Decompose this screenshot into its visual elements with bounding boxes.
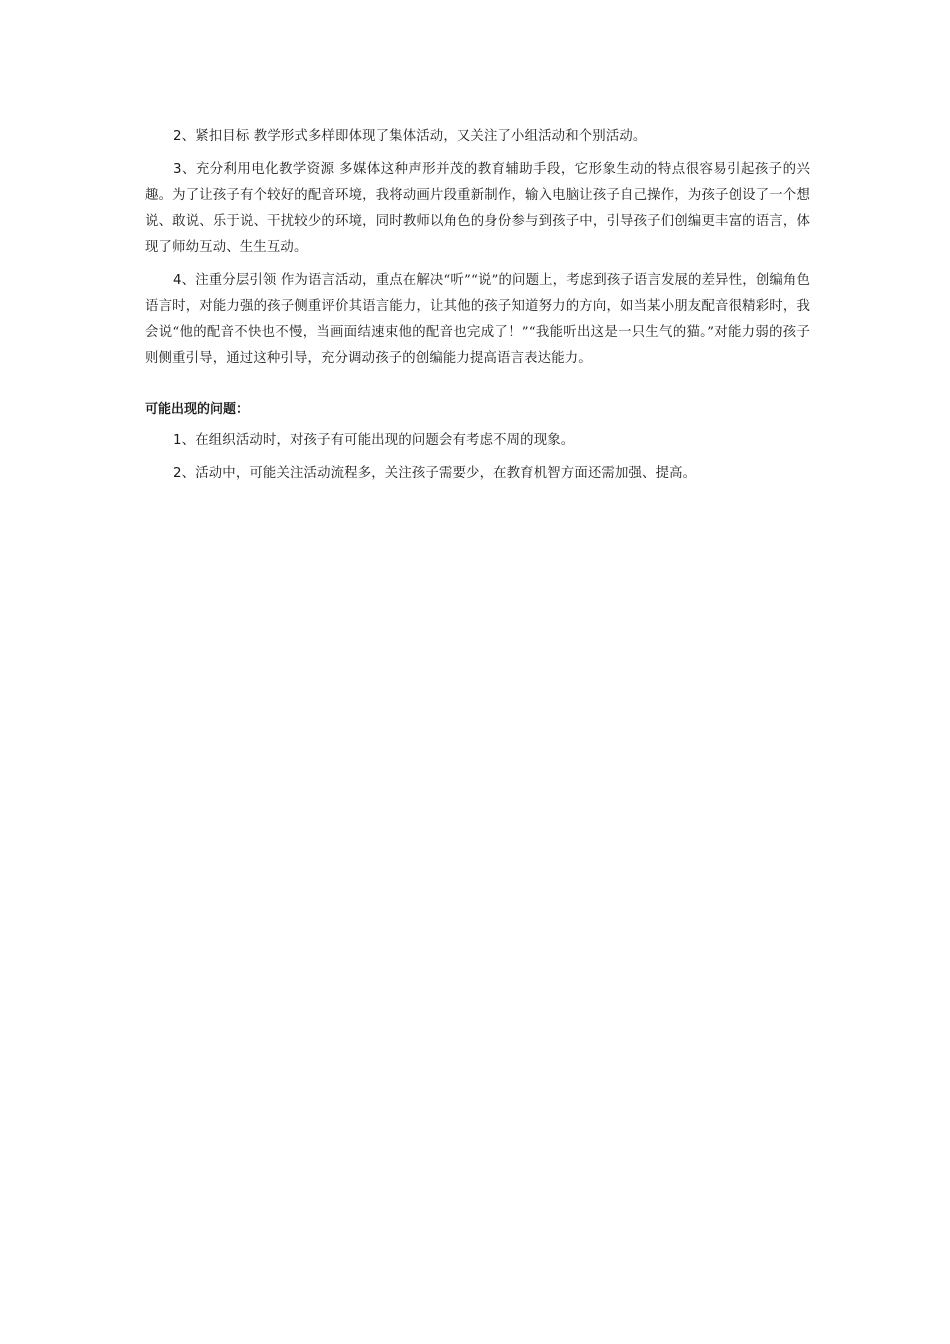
problem-number: 1 <box>173 433 182 448</box>
paragraph-2 <box>145 124 810 150</box>
problem-item-1 <box>145 428 810 454</box>
problem-number: 2 <box>173 466 182 481</box>
paragraph-number: 4 <box>173 273 182 288</box>
paragraph-number: 2 <box>173 129 182 144</box>
paragraph-3 <box>145 157 810 261</box>
problem-item-2 <box>145 461 810 487</box>
paragraph-text: 、注重分层引领 作为语言活动，重点在解决“听”“说”的问题上，考虑到孩子语言发展的差异性，创编角色语言时，对能力强的孩子侧重评价其语言能力，让其他的孩子知道努力的方向，如当某小朋友配音很精彩时，我会说“他的配音不快也不慢，当画面结速束他的配音也完成了！”“我能听出这是一只生气的猫。”对能力弱的孩子则侧重引导，通过这种引导，充分调动孩子的创编能力提高语言表达能力。 <box>145 273 810 366</box>
document-page <box>145 124 810 494</box>
paragraph-number: 3 <box>173 162 182 177</box>
section-heading: 可能出现的问题： <box>145 402 250 417</box>
paragraph-4 <box>145 268 810 372</box>
paragraph-text: 、充分利用电化教学资源 多媒体这种声形并茂的教育辅助手段，它形象生动的特点很容易引起孩子的兴趣。为了让孩子有个较好的配音环境，我将动画片段重新制作，输入电脑让孩子自己操作，为孩子创设了一个想说、敢说、乐于说、干扰较少的环境，同时教师以角色的身份参与到孩子中，引导孩子们创编更丰富的语言，体现了师幼互动、生生互动。 <box>145 162 810 255</box>
problem-text: 、活动中，可能关注活动流程多，关注孩子需要少，在教育机智方面还需加强、提高。 <box>181 466 697 481</box>
problem-text: 、在组织活动时，对孩子有可能出现的问题会有考虑不周的现象。 <box>181 433 575 448</box>
paragraph-text: 、紧扣目标 教学形式多样即体现了集体活动，又关注了小组活动和个别活动。 <box>181 129 647 144</box>
